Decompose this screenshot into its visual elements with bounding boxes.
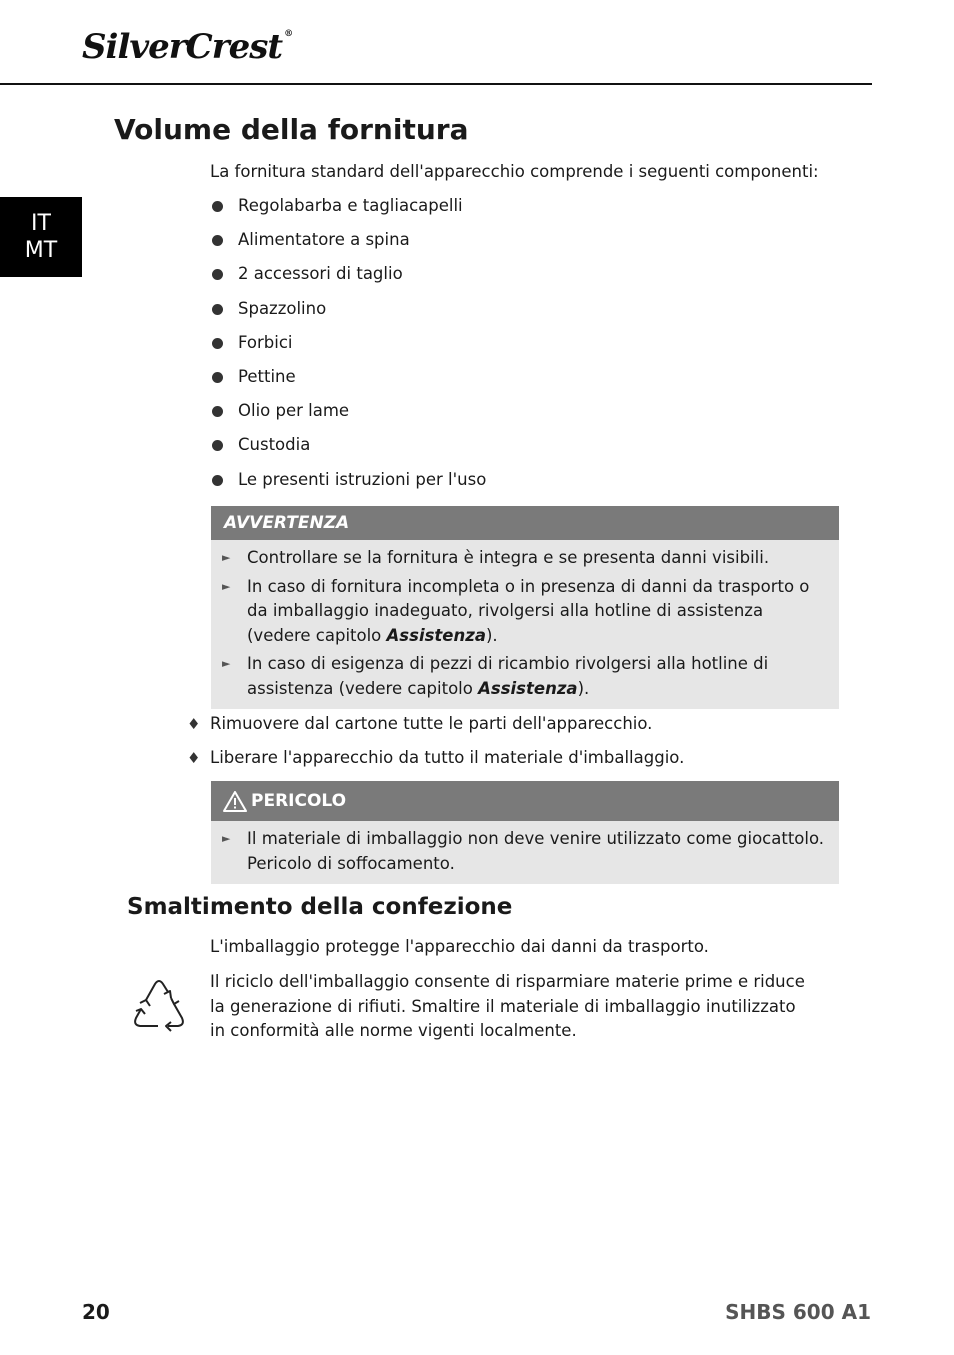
brand-logo: SilverCrest ® bbox=[82, 27, 293, 67]
warning-triangle-icon bbox=[223, 791, 247, 812]
bullet-icon bbox=[212, 406, 223, 417]
steps-list bbox=[187, 712, 684, 780]
list-item: 2 accessori di taglio bbox=[210, 262, 486, 296]
danger-title: PERICOLO bbox=[251, 791, 347, 811]
bullet-icon bbox=[212, 235, 223, 246]
disposal-para-2: Il riciclo dell'imballaggio consente di risparmiare materie prime e riduce la generazione di rifiuti. Smaltire il materiale di imballaggio inutilizzato in conformità alle norme vigenti localmente. bbox=[210, 972, 805, 1040]
warning-item: ► Controllare se la fornitura è integra e se presenta danni visibili. bbox=[220, 546, 829, 571]
warning-item: ► In caso di esigenza di pezzi di ricambio rivolgersi alla hotline di assistenza (vedere capitolo Assistenza). bbox=[220, 652, 829, 701]
lang-it: IT bbox=[31, 211, 51, 236]
list-item: Custodia bbox=[210, 433, 486, 467]
section-title-packaging-disposal: Smaltimento della confezione bbox=[127, 894, 513, 920]
diamond-icon: ♦ bbox=[187, 749, 201, 767]
assistance-ref: Assistenza bbox=[478, 678, 578, 698]
delivery-intro: La fornitura standard dell'apparecchio comprende i seguenti componenti: bbox=[210, 162, 819, 181]
arrow-right-icon: ► bbox=[222, 579, 231, 593]
warning-item: ► In caso di fornitura incompleta o in presenza di danni da trasporto o da imballaggio inadeguato, rivolgersi alla hotline di assistenza (vedere capitolo Assistenza). bbox=[220, 575, 829, 649]
bullet-icon bbox=[212, 338, 223, 349]
danger-header bbox=[211, 781, 839, 821]
list-item: Spazzolino bbox=[210, 297, 486, 331]
diamond-icon: ♦ bbox=[187, 715, 201, 733]
list-item: Regolabarba e tagliacapelli bbox=[210, 194, 486, 228]
header-rule bbox=[0, 83, 872, 85]
section-title-scope-of-delivery: Volume della fornitura bbox=[114, 113, 469, 146]
delivery-list bbox=[210, 194, 486, 502]
disposal-para-1: L'imballaggio protegge l'apparecchio dai danni da trasporto. bbox=[210, 937, 709, 956]
bullet-icon bbox=[212, 372, 223, 383]
arrow-right-icon: ► bbox=[222, 832, 231, 845]
step-item: ♦ Rimuovere dal cartone tutte le parti dell'apparecchio. bbox=[187, 712, 684, 746]
danger-box bbox=[211, 781, 839, 884]
assistance-ref: Assistenza bbox=[386, 625, 486, 645]
list-item: Alimentatore a spina bbox=[210, 228, 486, 262]
bullet-icon bbox=[212, 440, 223, 451]
warning-box bbox=[211, 506, 839, 709]
list-item: Pettine bbox=[210, 365, 486, 399]
list-item: Le presenti istruzioni per l'uso bbox=[210, 468, 486, 502]
lang-mt: MT bbox=[24, 238, 58, 263]
arrow-right-icon: ► bbox=[222, 551, 231, 564]
model-number: SHBS 600 A1 bbox=[725, 1300, 871, 1324]
step-item: ♦ Liberare l'apparecchio da tutto il materiale d'imballaggio. bbox=[187, 746, 684, 780]
warning-title: AVVERTENZA bbox=[211, 506, 839, 540]
page-number: 20 bbox=[82, 1300, 110, 1324]
bullet-icon bbox=[212, 475, 223, 486]
language-tab bbox=[0, 197, 82, 277]
list-item: Forbici bbox=[210, 331, 486, 365]
bullet-icon bbox=[212, 201, 223, 212]
recycle-icon bbox=[124, 970, 194, 1040]
list-item: Olio per lame bbox=[210, 399, 486, 433]
arrow-right-icon: ► bbox=[222, 657, 231, 670]
bullet-icon bbox=[212, 304, 223, 315]
bullet-icon bbox=[212, 269, 223, 280]
danger-item: ► Il materiale di imballaggio non deve venire utilizzato come giocattolo. Pericolo di soffocamento. bbox=[220, 827, 829, 876]
